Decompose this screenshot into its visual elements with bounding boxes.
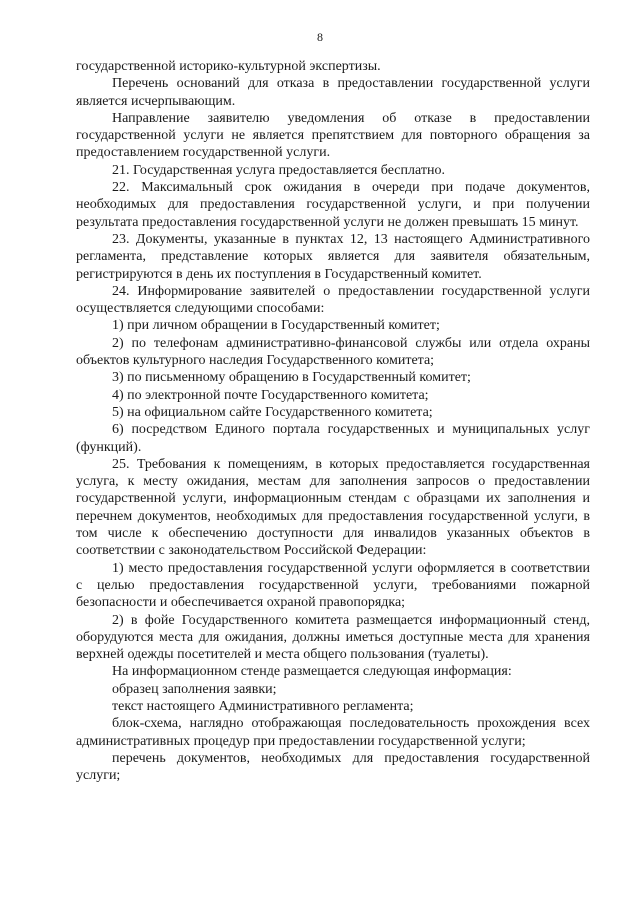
list-item: 6) посредством Единого портала государственных и муниципальных услуг (функций).	[76, 422, 590, 455]
list-item: текст настоящего Административного регламента;	[112, 698, 414, 714]
list-item: 1) при личном обращении в Государственный комитет;	[112, 318, 440, 334]
list-item: перечень документов, необходимых для предоставления государственной услуги;	[76, 750, 590, 784]
paragraph: На информационном стенде размещается следующая информация:	[112, 664, 512, 680]
paragraph: 23. Документы, указанные в пунктах 12, 13 настоящего Административного регламента, представление которых является для заявителя обязательным, регистрируются в день их поступления в Государственный комитет.	[76, 231, 590, 282]
list-item: 4) по электронной почте Государственного комитета;	[112, 387, 429, 403]
list-item: 2) по телефонам административно-финансовой службы или отдела охраны объектов культурного наследия Государственного комитета;	[76, 335, 590, 369]
paragraph: государственной историко-культурной экспертизы.	[76, 59, 381, 74]
list-item: блок-схема, наглядно отображающая последовательность прохождения всех административных процедур при предоставлении государственной услуги;	[76, 716, 590, 749]
list-item: 3) по письменному обращению в Государственный комитет;	[112, 370, 471, 386]
paragraph: 21. Государственная услуга предоставляется бесплатно.	[112, 162, 445, 178]
list-item: 5) на официальном сайте Государственного комитета;	[112, 404, 433, 420]
list-item: 1) место предоставления государственной услуги оформляется в соответствии с целью предоставления государственной услуги, требованиями пожарной безопасности и обеспечивается охраной правопорядка;	[76, 560, 590, 611]
list-item: 2) в фойе Государственного комитета размещается информационный стенд, оборудуются места для ожидания, должны иметься доступные места для хранения верхней одежды посетителей и места общего пользования (туалеты).	[76, 612, 590, 663]
list-item: образец заполнения заявки;	[112, 681, 277, 697]
page-number: 8	[317, 30, 323, 44]
paragraph: Перечень оснований для отказа в предоставлении государственной услуги является исчерпывающим.	[76, 76, 590, 109]
paragraph: 22. Максимальный срок ожидания в очереди при подаче документов, необходимых для предоставления государственной услуги, и при получении результата предоставления государственной услуги не должен превышать 15 минут.	[76, 180, 590, 230]
paragraph: Направление заявителю уведомления об отказе в предоставлении государственной услуги не является препятствием для повторного обращения за предоставлением государственной услуги.	[76, 110, 590, 161]
document-body	[76, 58, 590, 784]
paragraph: 25. Требования к помещениям, в которых предоставляется государственная услуга, к месту ожидания, местам для заполнения запросов о предоставлении государственной услуги, информационным стендам с образцами их заполнения и перечнем документов, необходимых для предоставления государственной услуги, в том числе к обеспечению доступности для инвалидов указанных объектов в соответствии с законодательством Российской Федерации:	[76, 456, 590, 559]
paragraph: 24. Информирование заявителей о предоставлении государственной услуги осуществляется следующими способами:	[76, 283, 590, 317]
